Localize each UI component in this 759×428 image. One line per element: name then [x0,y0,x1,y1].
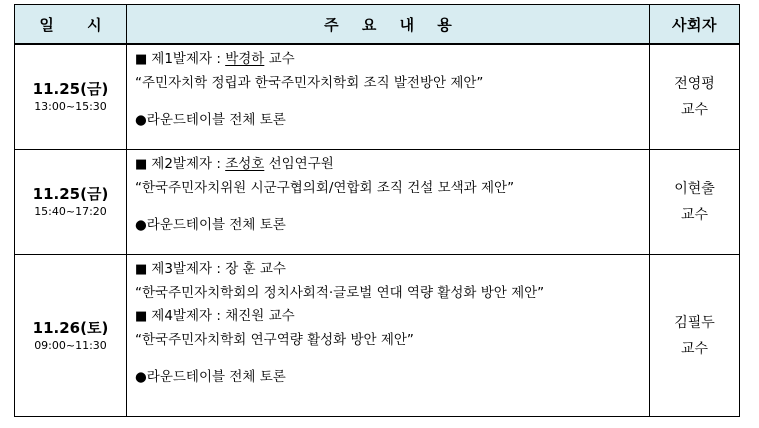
presenter-name: 채진원 [225,308,265,324]
host-cell [650,44,740,150]
host-role: 교수 [680,340,709,357]
session-date-cell [15,150,127,255]
schedule-table-container [14,4,739,417]
presenter-label: 제1발제자 : [151,51,226,67]
session-date: 11.25(금) [32,185,109,203]
presenter-label: 제3발제자 : [151,261,226,277]
table-row [15,255,740,417]
presenter-role: 교수 [255,261,286,277]
session-date-cell [15,44,127,150]
square-bullet-icon: ■ [135,157,148,172]
session-time: 15:40~17:20 [34,205,107,218]
header-host: 사회자 [650,5,740,45]
presenter-role: 선임연구원 [264,156,334,172]
discussion-line: ●라운드테이블 전체 토론 [135,112,286,128]
session-content-cell [127,255,650,417]
session-time: 13:00~15:30 [34,100,107,113]
square-bullet-icon: ■ [135,52,148,67]
discussion-line: ●라운드테이블 전체 토론 [135,369,286,385]
table-row [15,150,740,255]
square-bullet-icon: ■ [135,309,148,324]
presentation-title: “한국주민자치학회의 정치사회적·글로벌 연대 역량 활성화 방안 제안” [135,284,545,301]
header-content: 주 요 내 용 [127,5,650,45]
host-role: 교수 [680,102,709,118]
host-role: 교수 [680,207,709,223]
session-time: 09:00~11:30 [34,338,107,352]
session-date-cell [15,255,127,417]
host-name: 김필두 [674,314,715,331]
discussion-line: ●라운드테이블 전체 토론 [135,217,286,233]
presentation-title: “한국주민자치학회 연구역량 활성화 방안 제안” [135,331,414,348]
presenter-line [135,305,649,329]
session-date: 11.25(금) [32,80,109,98]
session-content-cell [127,150,650,255]
presenter-role: 교수 [264,51,295,67]
host-cell [650,150,740,255]
presenter-name: 박경하 [225,51,265,67]
schedule-table [14,4,740,417]
presenter-label: 제2발제자 : [151,156,226,172]
host-name: 이현출 [674,181,715,197]
session-content-cell [127,44,650,150]
presenter-name: 조성호 [225,156,265,172]
host-name: 전영평 [674,76,715,92]
presentation-title: “주민자치학 정립과 한국주민자치학회 조직 발전방안 제안” [135,74,484,91]
presenter-name: 장 훈 [225,261,256,277]
presenter-label: 제4발제자 : [151,308,226,324]
presenter-role: 교수 [264,308,295,324]
square-bullet-icon: ■ [135,262,148,277]
table-row [15,44,740,150]
session-date: 11.26(토) [32,318,109,337]
presenter-line [135,153,649,177]
table-header-row [15,5,740,45]
presenter-line [135,258,649,282]
host-cell [650,255,740,417]
presentation-title: “한국주민자치위원 시군구협의회/연합회 조직 건설 모색과 제안” [135,179,515,196]
header-date: 일 시 [15,5,127,45]
presenter-line [135,48,649,72]
